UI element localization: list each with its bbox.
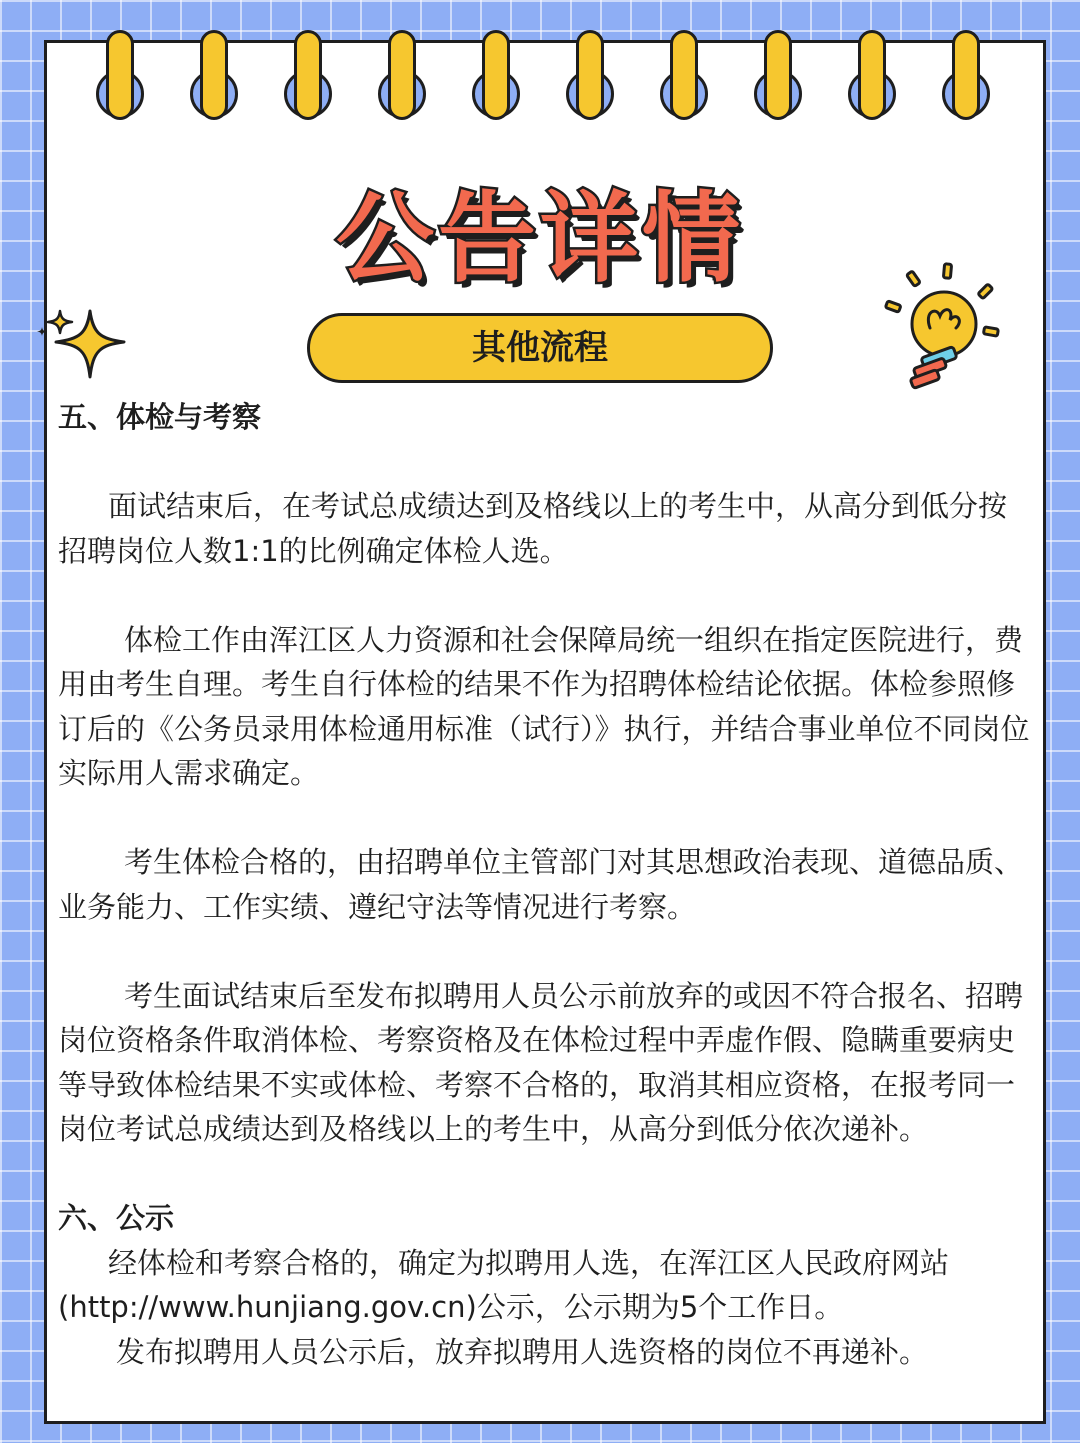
binder-ring [96,30,144,126]
binder-ring [942,30,990,126]
section-heading: 五、体检与考察 [58,400,262,434]
binder-ring [378,30,426,126]
binder-ring [754,30,802,126]
paragraph: 体检工作由浑江区人力资源和社会保障局统一组织在指定医院进行，费用由考生自理。考生自行体检的结果不作为招聘体检结论依据。体检参照修订后的《公务员录用体检通用标准（试行）》执行，并结合事业单位不同岗位实际用人需求确定。 [58,622,1030,790]
section-heading: 六、公示 [58,1201,175,1235]
sparkle-icon [30,305,130,389]
announcement-body [58,395,1030,1374]
binder-ring [190,30,238,126]
binder-ring [660,30,708,126]
paragraph: 考生面试结束后至发布拟聘用人员公示前放弃的或因不符合报名、招聘岗位资格条件取消体检、考察资格及在体检过程中弄虚作假、隐瞒重要病史等导致体检结果不实或体检、考察不合格的，取消其相应资格，在报考同一岗位考试总成绩达到及格线以上的考生中，从高分到低分依次递补。 [58,978,1024,1146]
paragraph: 经体检和考察合格的，确定为拟聘用人选，在浑江区人民政府网站 [108,1245,950,1280]
paragraph: 发布拟聘用人员公示后，放弃拟聘用人选资格的岗位不再递补。 [116,1334,929,1369]
binder-ring [472,30,520,126]
section-subtitle-pill: 其他流程 [307,313,773,383]
paragraph: (http://www.hunjiang.gov.cn)公示，公示期为5个工作日。 [58,1290,844,1324]
paragraph: 考生体检合格的，由招聘单位主管部门对其思想政治表现、道德品质、业务能力、工作实绩、遵纪守法等情况进行考察。 [58,845,1024,924]
page-title: 公告详情 [335,182,744,296]
lightbulb-icon [884,262,1004,396]
binder-ring [284,30,332,126]
binder-ring [848,30,896,126]
binder-ring [566,30,614,126]
paragraph: 面试结束后，在考试总成绩达到及格线以上的考生中，从高分到低分按招聘岗位人数1:1的比例确定体检人选。 [58,489,1008,568]
